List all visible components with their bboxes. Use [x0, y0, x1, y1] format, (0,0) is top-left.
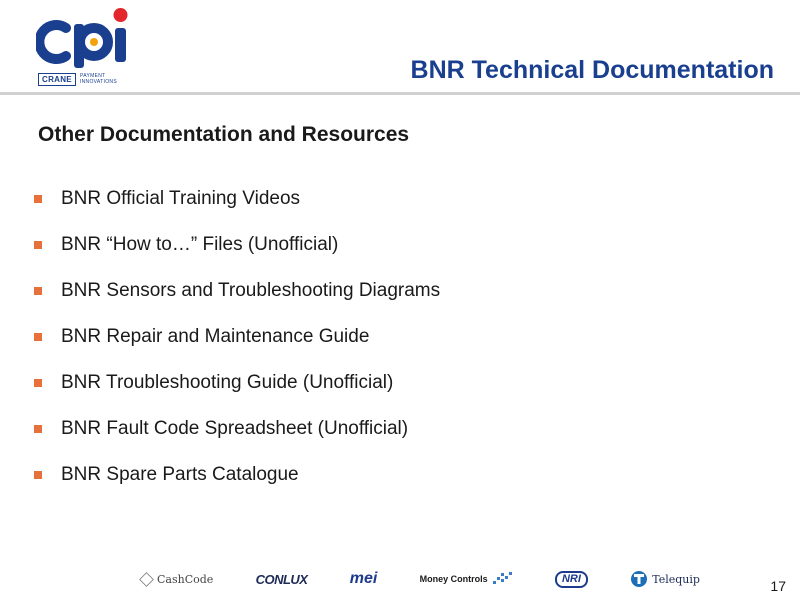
list-item-label: BNR Fault Code Spreadsheet (Unofficial) — [61, 418, 409, 439]
nri-logo — [555, 571, 588, 588]
conlux-logo — [256, 572, 308, 587]
header-divider — [0, 92, 800, 95]
square-bullet-icon — [34, 379, 42, 387]
list-item — [34, 406, 440, 452]
cashcode-label: CashCode — [157, 572, 214, 586]
square-bullet-icon — [34, 195, 42, 203]
list-item — [34, 452, 440, 498]
page-title: BNR Technical Documentation — [410, 56, 774, 84]
page-number: 17 — [770, 578, 786, 594]
nri-label: NRI — [555, 571, 588, 588]
list-item — [34, 314, 440, 360]
list-item-label: BNR Sensors and Troubleshooting Diagrams — [61, 280, 441, 301]
list-item — [34, 268, 440, 314]
money-controls-label: Money Controls — [419, 574, 488, 584]
square-bullet-icon — [34, 471, 42, 479]
list-item — [34, 176, 440, 222]
cpi-wordmark-logo — [36, 6, 136, 70]
telequip-logo — [630, 570, 700, 588]
money-controls-dots-icon — [491, 571, 513, 587]
square-bullet-icon — [34, 425, 42, 433]
conlux-label: CONLUX — [255, 571, 308, 587]
list-item-label: BNR “How to…” Files (Unofficial) — [61, 234, 339, 255]
cashcode-cube-icon — [139, 572, 154, 587]
list-item-label: BNR Troubleshooting Guide (Unofficial) — [61, 372, 394, 393]
square-bullet-icon — [34, 241, 42, 249]
cashcode-logo — [140, 573, 213, 586]
list-item-label: BNR Repair and Maintenance Guide — [61, 326, 370, 347]
section-heading: Other Documentation and Resources — [38, 123, 410, 146]
square-bullet-icon — [34, 333, 42, 341]
brand-logo-strip — [140, 562, 700, 596]
cpi-logo — [36, 6, 136, 86]
resource-list — [34, 176, 440, 498]
money-controls-logo — [420, 571, 513, 587]
list-item — [34, 360, 440, 406]
list-item — [34, 222, 440, 268]
list-item-label: BNR Spare Parts Catalogue — [61, 464, 299, 485]
telequip-label: Telequip — [652, 572, 700, 586]
telequip-t-icon — [630, 570, 648, 588]
crane-tagline: PAYMENT INNOVATIONS — [79, 73, 117, 85]
list-item-label: BNR Official Training Videos — [61, 188, 301, 209]
mei-label: mei — [349, 570, 378, 587]
mei-logo — [350, 570, 378, 588]
square-bullet-icon — [34, 287, 42, 295]
crane-brand-bar — [38, 72, 136, 86]
crane-label: CRANE — [38, 73, 76, 86]
